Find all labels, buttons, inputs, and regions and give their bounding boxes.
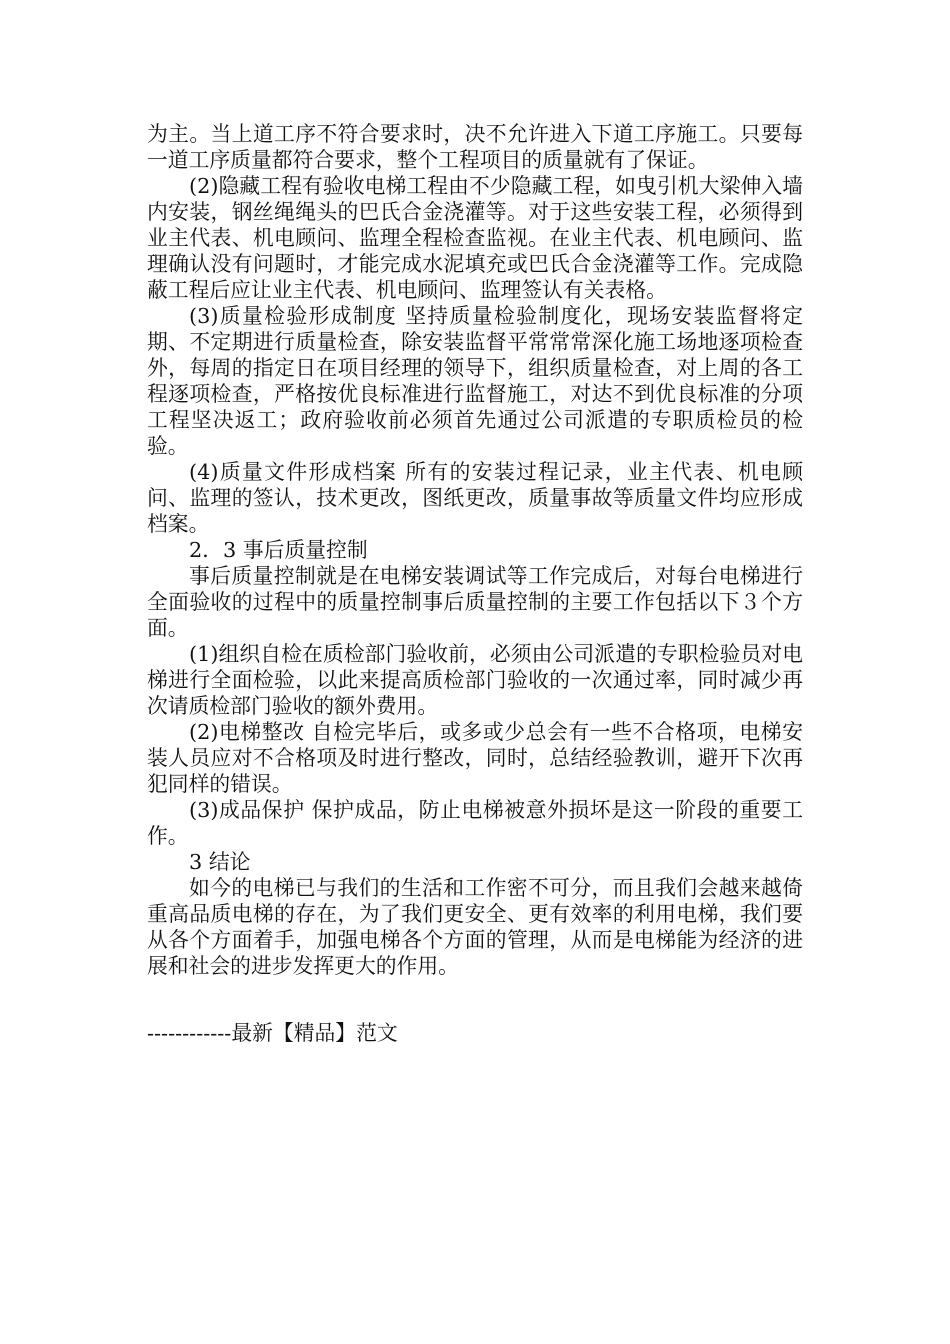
section-heading-conclusion: 3 结论 (189, 850, 251, 874)
paragraph-5: 事后质量控制就是在电梯安装调试等工作完成后，对每台电梯进行全面验收的过程中的质量控制事后质量控制的主要工作包括以下３个方面。 (147, 564, 803, 640)
paragraph-3: (3)质量检验形成制度 坚持质量检验制度化，现场安装监督将定期、不定期进行质量检查，除安装监督平常常常深化施工场地逐项检查外，每周的指定日在项目经理的领导下，组织质量检查，对上周的各工程逐项检查，严格按优良标准进行监督施工，对达不到优良标准的分项工程坚决返工；政府验收前必须首先通过公司派遣的专职质检员的检验。 (147, 304, 803, 458)
paragraph-8: (3)成品保护 保护成品，防止电梯被意外损坏是这一阶段的重要工作。 (147, 798, 803, 848)
paragraph-1: 为主。当上道工序不符合要求时，决不允许进入下道工序施工。只要每一道工序质量都符合要求，整个工程项目的质量就有了保证。 (147, 122, 803, 172)
paragraph-2: (2)隐藏工程有验收电梯工程由不少隐藏工程，如曳引机大梁伸入墙内安装，钢丝绳绳头的巴氏合金浇灌等。对于这些安装工程，必须得到业主代表、机电顾问、监理全程检查监视。在业主代表、机电顾问、监理确认没有问题时，才能完成水泥填充或巴氏合金浇灌等工作。完成隐蔽工程后应让业主代表、机电顾问、监理签认有关表格。 (147, 174, 803, 302)
footer-text: ------------最新【精品】范文 (147, 1021, 398, 1045)
paragraph-9: 如今的电梯已与我们的生活和工作密不可分，而且我们会越来越倚重高品质电梯的存在，为了我们更安全、更有效率的利用电梯，我们要从各个方面着手，加强电梯各个方面的管理，从而是电梯能为经济的进展和社会的进步发挥更大的作用。 (147, 876, 803, 978)
paragraph-4: (4)质量文件形成档案 所有的安装过程记录，业主代表、机电顾问、监理的签认，技术更改，图纸更改，质量事故等质量文件均应形成档案。 (147, 460, 803, 536)
paragraph-7: (2)电梯整改 自检完毕后，或多或少总会有一些不合格项，电梯安装人员应对不合格项及时进行整改，同时，总结经验教训，避开下次再犯同样的错误。 (147, 720, 803, 796)
paragraph-6: (1)组织自检在质检部门验收前，必须由公司派遣的专职检验员对电梯进行全面检验，以此来提高质检部门验收的一次通过率，同时减少再次请质检部门验收的额外费用。 (147, 642, 803, 718)
document-body (147, 121, 803, 979)
section-heading-2-3: 2．3 事后质量控制 (189, 538, 368, 562)
